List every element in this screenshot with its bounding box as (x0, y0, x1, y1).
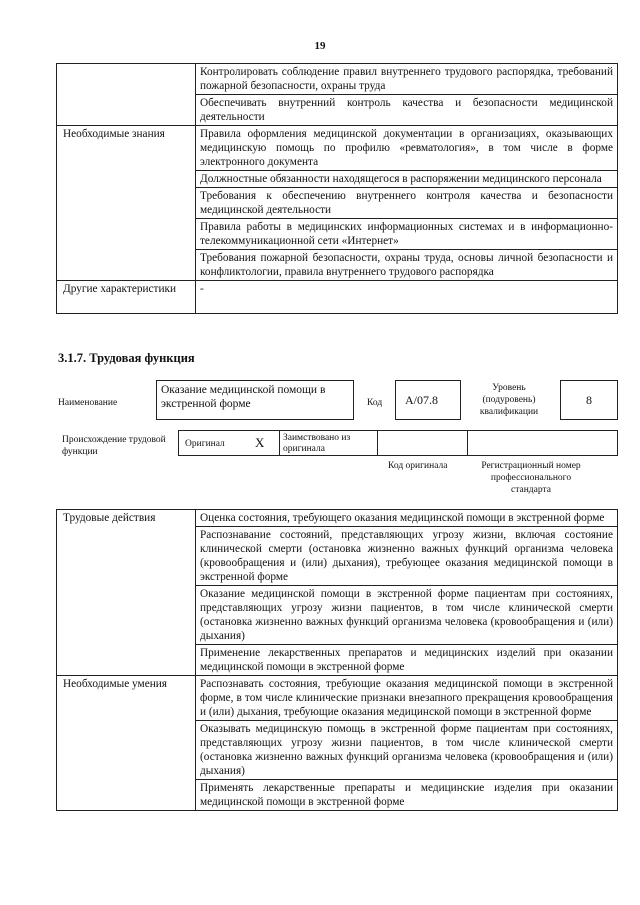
table-cell: Требования пожарной безопасности, охраны труда, основы личной безопасности и конфликтологии, правила внутреннего трудового распорядка (196, 250, 618, 281)
borrowed-cell (279, 431, 378, 455)
table-cell: Обеспечивать внутренний контроль качества и безопасности медицинской деятельности (196, 95, 618, 126)
table-cell: Распознавать состояния, требующие оказания медицинской помощи в экстренной форме, в том числе клинические признаки внезапного прекращения кровообращения и (или) дыхания, требующие оказания медицинской помощи в экстренной форме (196, 676, 618, 721)
bottom-requirements-table (56, 509, 618, 811)
table-cell: Применение лекарственных препаратов и медицинских изделий при оказании медицинской помощи в экстренной форме (196, 645, 618, 676)
borrowed-text: Заимствовано из оригинала (283, 433, 351, 454)
table-cell: Правила оформления медицинской документации в организациях, оказывающих медицинскую помощь по профилю «ревматология», в том числе в форме электронного документа (196, 126, 618, 171)
level-label: Уровень (подуровень) квалификации (479, 383, 539, 417)
table-cell: Правила работы в медицинских информационных системах и в информационно-телекоммуникационной сети «Интернет» (196, 219, 618, 250)
reg-number-label: Регистрационный номер профессионального стандарта (481, 461, 581, 495)
function-name-box: Оказание медицинской помощи в экстренной форме (156, 380, 354, 420)
code-label: Код (367, 398, 383, 408)
row-label-actions: Трудовые действия (57, 510, 196, 676)
row-label-skills: Необходимые умения (57, 676, 196, 811)
code-original-cell (377, 431, 468, 455)
table-cell: Применять лекарственные препараты и медицинские изделия при оказании медицинской помощи в экстренной форме (196, 780, 618, 811)
row-label (57, 64, 196, 126)
original-text: Оригинал (185, 439, 225, 449)
reg-number-cell (467, 431, 617, 455)
table-cell: Должностные обязанности находящегося в распоряжении медицинского персонала (196, 171, 618, 188)
row-label-knowledge: Необходимые знания (57, 126, 196, 281)
table-cell: - (196, 281, 618, 314)
table-cell: Оказывать медицинскую помощь в экстренной форме пациентам при состояниях, представляющих угрозу жизни пациентов, в том числе клинической смерти (остановка жизненно важных функций организма человека (кровообращения и (или) дыхания) (196, 721, 618, 780)
top-requirements-table (56, 63, 618, 314)
section-heading: 3.1.7. Трудовая функция (58, 351, 195, 365)
name-label: Наименование (58, 398, 118, 408)
original-mark: X (255, 435, 265, 450)
table-cell: Требования к обеспечению внутреннего контроля качества и безопасности медицинской деятельности (196, 188, 618, 219)
code-value-box: A/07.8 (395, 380, 461, 420)
row-label-other: Другие характеристики (57, 281, 196, 314)
table-cell: Оказание медицинской помощи в экстренной форме пациентам при состояниях, представляющих угрозу жизни пациентов, в том числе клинической смерти (остановка жизненно важных функций организма человека (кровообращения и (или) дыхания) (196, 586, 618, 645)
code-original-label: Код оригинала (388, 461, 448, 471)
table-cell: Оценка состояния, требующего оказания медицинской помощи в экстренной форме (196, 510, 618, 527)
origin-label: Происхождение трудовой функции (62, 435, 166, 457)
origin-row (178, 430, 618, 456)
page-number: 19 (314, 40, 326, 52)
original-cell (179, 431, 280, 455)
level-value-box: 8 (560, 380, 618, 420)
table-cell: Контролировать соблюдение правил внутреннего трудового распорядка, требований пожарной безопасности, охраны труда (196, 64, 618, 95)
table-cell: Распознавание состояний, представляющих угрозу жизни, включая состояние клинической смерти (остановка жизненно важных функций организма человека (кровообращения и (или) дыхания), требующее оказания медицинской помощи в экстренной форме (196, 527, 618, 586)
